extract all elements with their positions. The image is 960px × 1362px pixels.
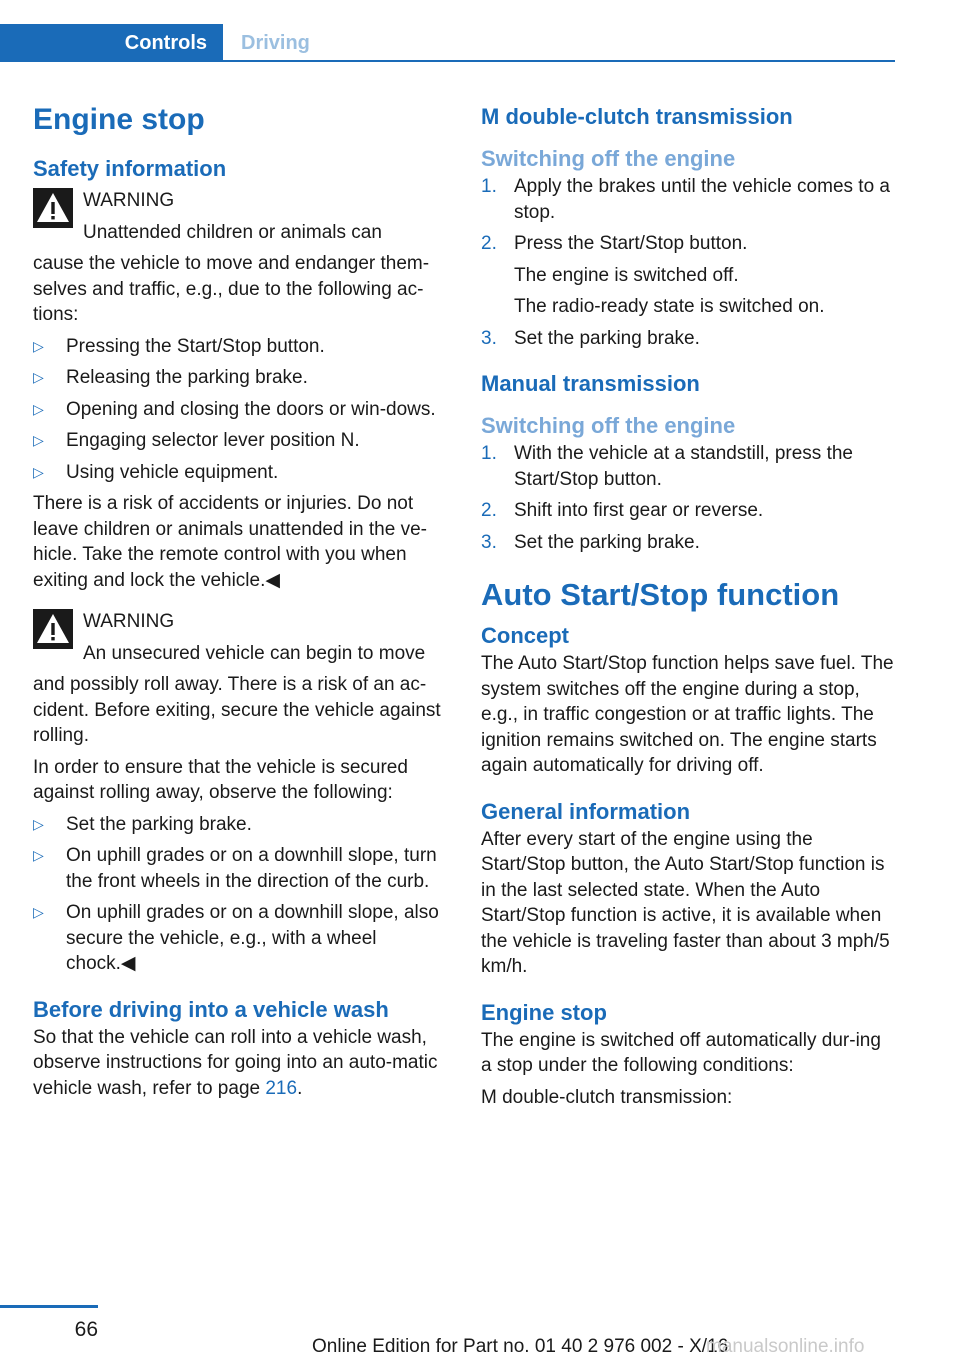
- manual-subheading: Switching off the engine: [481, 413, 736, 438]
- list-item: ▷ Engaging selector lever position N.: [33, 428, 448, 454]
- triangle-bullet-icon: ▷: [33, 847, 44, 863]
- general-heading: General information: [481, 798, 691, 824]
- warning-text: cause the vehicle to move and endanger them-selves and traffic, e.g., due to the following ac-tions:: [33, 253, 430, 325]
- list-item: ▷ Releasing the parking brake.: [33, 365, 448, 391]
- risk-text: There is a risk of accidents or injuries. Do not leave children or animals unattended in the ve-hicle. Take the remote control with you when exiting and lock the vehicle.◀: [33, 493, 427, 591]
- page-reference-link[interactable]: 216: [265, 1077, 298, 1099]
- manual-heading: Manual transmission: [481, 371, 700, 396]
- list-item: ▷ Using vehicle equipment.: [33, 460, 448, 486]
- warning-first-line: An unsecured vehicle can begin to move: [83, 642, 426, 664]
- list-item: ▷ Set the parking brake.: [33, 812, 448, 838]
- page-title: Engine stop: [33, 103, 205, 136]
- list-item: ▷ On uphill grades or on a downhill slope, turn the front wheels in the direction of the curb.: [33, 845, 437, 892]
- list-item: ▷ Opening and closing the doors or win-dows.: [33, 397, 448, 423]
- list-item: 2. Press the Start/Stop button. The engine is switched off. The radio-ready state is switched on.: [481, 233, 825, 317]
- right-column: [481, 102, 896, 1116]
- concept-text: The Auto Start/Stop function helps save fuel. The system switches off the engine during a stop, e.g., in traffic congestion or at traffic lights. The ignition remains switched on. The engine starts again automatically for driving off.: [481, 653, 894, 776]
- triangle-bullet-icon: ▷: [33, 904, 44, 920]
- manual-steps: [481, 441, 896, 555]
- triangle-bullet-icon: ▷: [33, 337, 44, 354]
- triangle-bullet-icon: ▷: [33, 369, 44, 385]
- safety-heading: Safety information: [33, 156, 227, 181]
- list-item: 3. Set the parking brake.: [481, 531, 700, 553]
- warning-icon: [33, 609, 73, 649]
- actions-list: [33, 334, 448, 486]
- triangle-bullet-icon: ▷: [33, 815, 44, 832]
- warning-label: WARNING: [83, 190, 175, 211]
- edition-text: Online Edition for Part no. 01 40 2 976 002 - X/16: [312, 1336, 729, 1357]
- tab-controls-label: Controls: [124, 31, 207, 54]
- list-item: 2. Shift into first gear or reverse.: [481, 500, 764, 521]
- header-rule: [0, 60, 895, 62]
- tab-driving-label: Driving: [241, 32, 310, 54]
- engine-stop-heading: Engine stop: [481, 999, 607, 1025]
- list-item: ▷ On uphill grades or on a downhill slope, also secure the vehicle, e.g., with a wheel chock.◀: [33, 902, 439, 974]
- concept-heading: Concept: [481, 623, 569, 648]
- warning-block-1: [33, 188, 448, 245]
- wash-text: So that the vehicle can roll into a vehicle wash, observe instructions for going into an auto-matic vehicle wash, refer to page 216.: [33, 1026, 438, 1099]
- engine-stop-text: The engine is switched off automatically dur-ing a stop under the following conditions:: [481, 1029, 881, 1076]
- left-column: [33, 98, 448, 1107]
- dct-heading: M double-clutch transmission: [481, 104, 793, 129]
- tab-controls[interactable]: [0, 24, 223, 62]
- general-text: After every start of the engine using the Start/Stop button, the Auto Start/Stop function is in the last selected state. When the Auto Start/Stop function is active, it is available when the vehicle is traveling faster than about 3 mph/5 km/h.: [481, 828, 890, 977]
- warning-icon: [33, 188, 73, 228]
- list-item: 3. Set the parking brake.: [481, 327, 700, 349]
- footer-rule: [0, 1305, 98, 1308]
- list-item: 1. Apply the brakes until the vehicle comes to a stop.: [481, 176, 890, 223]
- triangle-bullet-icon: ▷: [33, 463, 44, 480]
- list-item: 1. With the vehicle at a standstill, press the Start/Stop button.: [481, 443, 853, 490]
- warning-first-line: Unattended children or animals can: [83, 221, 382, 243]
- auto-start-stop-title: Auto Start/Stop function: [481, 577, 840, 612]
- warning-text: and possibly roll away. There is a risk of an ac-cident. Before exiting, secure the vehicle against rolling.: [33, 674, 441, 746]
- dct-subheading: Switching off the engine: [481, 146, 736, 171]
- wash-heading: Before driving into a vehicle wash: [33, 996, 389, 1022]
- list-item: ▷ Pressing the Start/Stop button.: [33, 334, 448, 360]
- triangle-bullet-icon: ▷: [33, 432, 44, 448]
- page-number: 66: [74, 1318, 98, 1341]
- header-tabbar: [0, 24, 895, 62]
- tab-driving[interactable]: [241, 24, 310, 62]
- warning-label: WARNING: [83, 611, 175, 632]
- watermark: manualsonline.info: [706, 1336, 865, 1357]
- ensure-text: In order to ensure that the vehicle is secured against rolling away, observe the following:: [33, 756, 408, 803]
- dct-label: M double-clutch transmission:: [481, 1086, 733, 1108]
- triangle-bullet-icon: ▷: [33, 400, 44, 417]
- warning-block-2: [33, 609, 448, 666]
- dct-steps: [481, 174, 896, 351]
- ensure-list: [33, 812, 448, 977]
